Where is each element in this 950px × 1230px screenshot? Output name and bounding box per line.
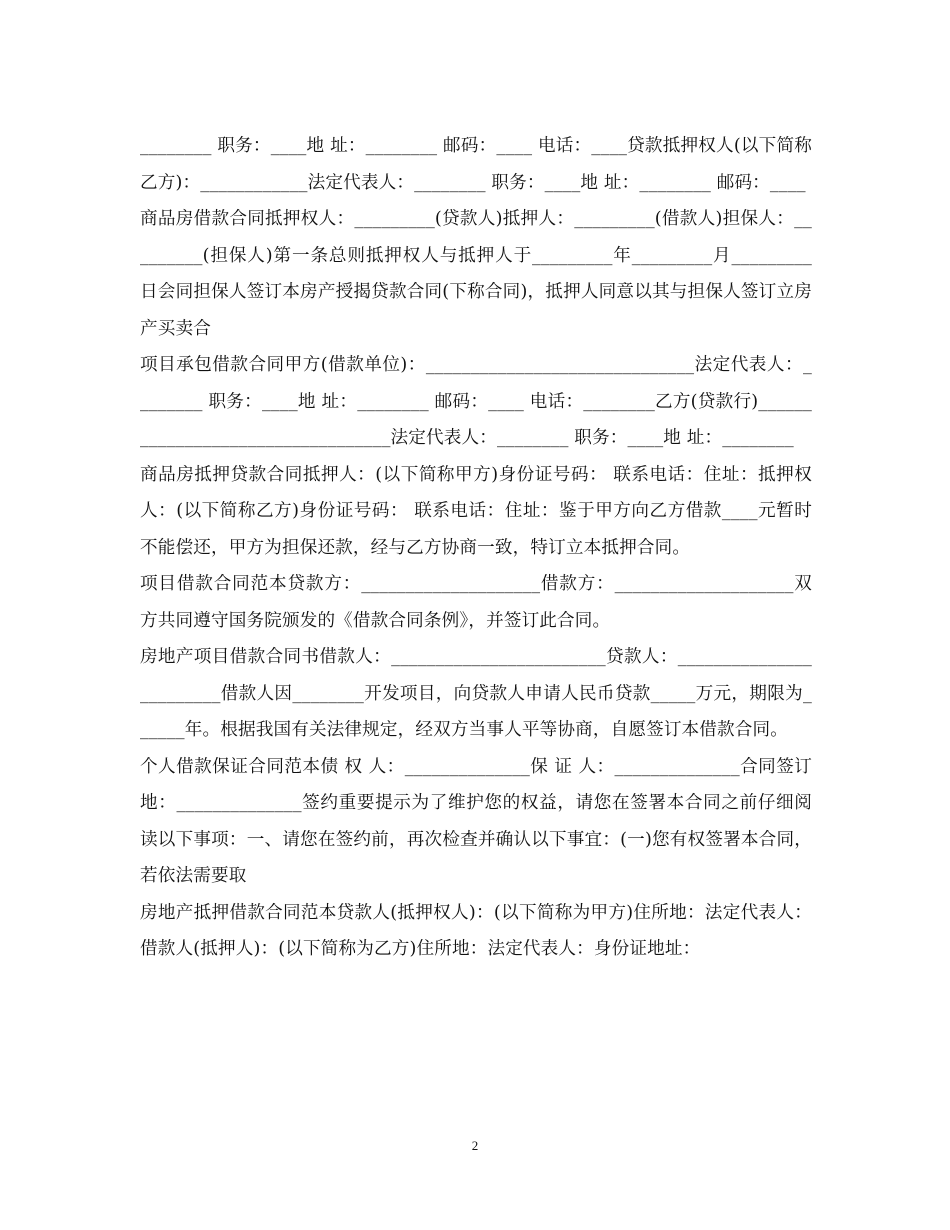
page-number: 2 bbox=[471, 1138, 479, 1153]
paragraph-project-loan-template: 项目借款合同范本贷款方：____________________借款方：____________________双方共同遵守国务院颁发的《借款合同条例》，并签订此合同。 bbox=[140, 574, 812, 631]
paragraph-commercial-housing-loan: 商品房借款合同抵押权人：_________(贷款人)抵押人：_________(借款人)担保人：_________(担保人)第一条总则抵押权人与抵押人于_________年_________月_________日会同担保人签订本房产授揭贷款合同(下称合同)，抵押人同意以其与担保人签订立房产买卖合 bbox=[140, 209, 812, 339]
document-body bbox=[140, 128, 812, 968]
paragraph-mortgage-loan-contract: 商品房抵押贷款合同抵押人：(以下简称甲方)身份证号码： 联系电话：住址：抵押权人：(以下简称乙方)身份证号码： 联系电话：住址：鉴于甲方向乙方借款____元暂时不能偿还，甲方为担保还款，经与乙方协商一致，特订立本抵押合同。 bbox=[140, 464, 812, 558]
paragraph-real-estate-mortgage-loan: 房地产抵押借款合同范本贷款人(抵押权人)：(以下简称为甲方)住所地：法定代表人：借款人(抵押人)：(以下简称为乙方)住所地：法定代表人：身份证地址： bbox=[140, 902, 812, 959]
paragraph-project-contract-loan: 项目承包借款合同甲方(借款单位)：______________________________法定代表人：________ 职务：____地 址：________ 邮码：____ 电话：________乙方(贷款行)__________________________________法定代表人：________ 职务：____地 址：________ bbox=[140, 355, 812, 448]
paragraph-contact-info: ________ 职务：____地 址：________ 邮码：____ 电话：____贷款抵押权人(以下简称乙方)：____________法定代表人：________ 职务：____地 址：________ 邮码：____ bbox=[140, 136, 812, 193]
paragraph-real-estate-project-loan: 房地产项目借款合同书借款人：________________________贷款人：________________________借款人因________开发项目，向贷款人申请人民币贷款_____万元，期限为______年。根据我国有关法律规定，经双方当事人平等协商，自愿签订本借款合同。 bbox=[140, 647, 812, 740]
paragraph-personal-loan-guarantee: 个人借款保证合同范本债 权 人：______________保 证 人：______________合同签订地：______________签约重要提示为了维护您的权益，请您在签署本合同之前仔细阅读以下事项：一、请您在签约前，再次检查并确认以下事宜：(一)您有权签署本合同，若依法需要取 bbox=[140, 756, 812, 886]
